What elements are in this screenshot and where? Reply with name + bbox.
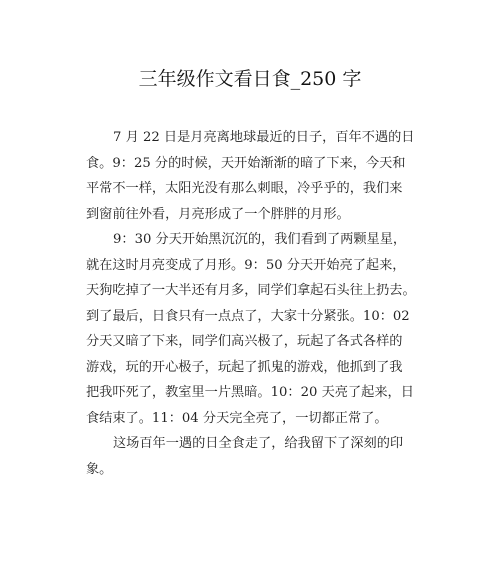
- text-line: 把我吓死了，教室里一片黑暗。10：20 天亮了起来，日: [86, 385, 414, 400]
- text-line: 到窗前往外看，月亮形成了一个胖胖的月形。: [86, 206, 350, 222]
- document-title: 三年级作文看日食_250 字: [138, 68, 362, 90]
- paragraph-3: [86, 431, 426, 482]
- text-line: 7 月 22 日是月亮离地球最近的日子，百年不遇的日: [113, 130, 415, 145]
- text-line: 象。: [86, 461, 113, 477]
- text-line: 游戏，玩的开心极子，玩起了抓鬼的游戏，他抓到了我: [86, 359, 403, 375]
- text-line: 天狗吃掉了一大半还有月多，同学们拿起石头往上扔去。: [86, 283, 416, 298]
- text-line: 到了最后，日食只有一点点了，大家十分紧张。10：02: [86, 308, 410, 324]
- text-line: 这场百年一遇的日全食走了，给我留下了深刻的印: [113, 436, 404, 451]
- text-line: 就在这时月亮变成了月形。9：50 分天开始亮了起来，: [86, 257, 406, 273]
- text-line: 9：30 分天开始黑沉沉的，我们看到了两颗星星，: [113, 232, 407, 247]
- text-line: 食。9：25 分的时候，天开始渐渐的暗了下来，今天和: [86, 155, 406, 171]
- document-body: [86, 125, 426, 482]
- text-line: 平常不一样，太阳光没有那么刺眼，冷乎乎的，我们来: [86, 181, 403, 196]
- text-line: 食结束了。11：04 分天完全亮了，一切都正常了。: [86, 410, 388, 426]
- text-line: 分天又暗了下来，同学们高兴极了，玩起了各式各样的: [86, 334, 403, 349]
- paragraph-2: [86, 227, 426, 431]
- paragraph-1: [86, 125, 426, 227]
